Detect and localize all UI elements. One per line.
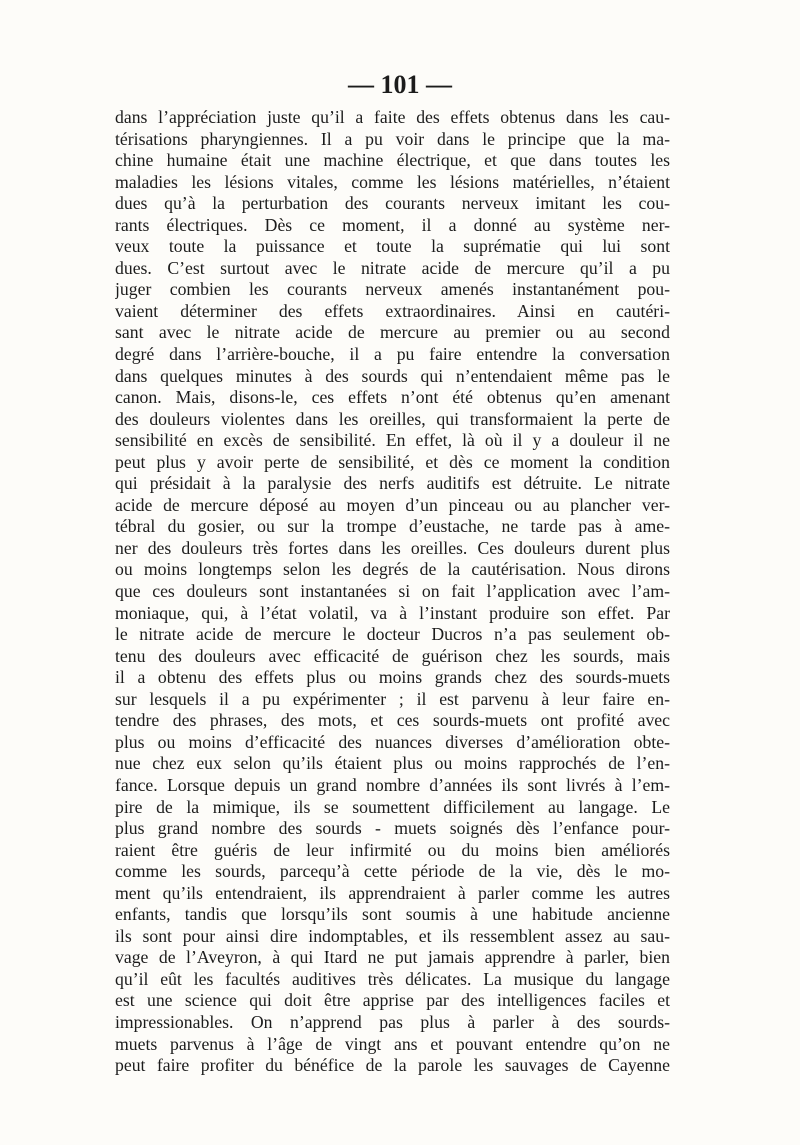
page-number: — 101 — <box>348 70 452 99</box>
text-line: comme les sourds, parcequ’à cette période de la vie, dès le mo- <box>115 861 670 882</box>
text-line: tendre des phrases, des mots, et ces sourds-muets ont profité avec <box>115 710 670 731</box>
text-line: dues. C’est surtout avec le nitrate acide de mercure qu’il a pu <box>115 257 670 278</box>
text-line: térisations pharyngiennes. Il a pu voir dans le principe que la ma- <box>115 128 670 149</box>
text-line: sant avec le nitrate acide de mercure au premier ou au second <box>115 322 670 343</box>
text-line: qui présidait à la paralysie des nerfs auditifs est détruite. Le nitrate <box>115 473 670 494</box>
text-line: ment qu’ils entendraient, ils apprendraient à parler comme les autres <box>115 882 670 903</box>
text-line: tébral du gosier, ou sur la trompe d’eustache, ne tarde pas à ame- <box>115 516 670 537</box>
text-line: impressionables. On n’apprend pas plus à parler à des sourds- <box>115 1011 670 1032</box>
text-line: dans quelques minutes à des sourds qui n’entendaient même pas le <box>115 365 670 386</box>
text-line: chine humaine était une machine électrique, et que dans toutes les <box>115 150 670 171</box>
text-line: dues qu’à la perturbation des courants nerveux imitant les cou- <box>115 193 670 214</box>
text-line: vaient déterminer des effets extraordinaires. Ainsi en cautéri- <box>115 300 670 321</box>
text-line: il a obtenu des effets plus ou moins grands chez des sourds-muets <box>115 667 670 688</box>
text-line: fance. Lorsque depuis un grand nombre d’années ils sont livrés à l’em- <box>115 774 670 795</box>
text-line: plus grand nombre des sourds - muets soignés dès l’enfance pour- <box>115 818 670 839</box>
text-line: raient être guéris de leur infirmité ou du moins bien améliorés <box>115 839 670 860</box>
text-line: pire de la mimique, ils se soumettent difficilement au langage. Le <box>115 796 670 817</box>
text-line: tenu des douleurs avec efficacité de guérison chez les sourds, mais <box>115 645 670 666</box>
text-line: juger combien les courants nerveux amenés instantanément pou- <box>115 279 670 300</box>
text-line: ou moins longtemps selon les degrés de la cautérisation. Nous dirons <box>115 559 670 580</box>
text-line: sensibilité en excès de sensibilité. En effet, là où il y a douleur il ne <box>115 430 670 451</box>
text-line: qu’il eût les facultés auditives très délicates. La musique du langage <box>115 968 670 989</box>
text-line: le nitrate acide de mercure le docteur Ducros n’a pas seulement ob- <box>115 624 670 645</box>
text-line: nue chez eux selon qu’ils étaient plus ou moins rapprochés de l’en- <box>115 753 670 774</box>
text-line: ils sont pour ainsi dire indomptables, et ils ressemblent assez au sau- <box>115 925 670 946</box>
text-line: dans l’appréciation juste qu’il a faite des effets obtenus dans les cau- <box>115 107 670 127</box>
body-text <box>115 107 670 1077</box>
text-line: degré dans l’arrière-bouche, il a pu faire entendre la conversation <box>115 344 670 365</box>
text-line: moniaque, qui, à l’état volatil, va à l’instant produire son effet. Par <box>115 602 670 623</box>
text-line: sur lesquels il a pu expérimenter ; il est parvenu à leur faire en- <box>115 688 670 709</box>
text-line: acide de mercure déposé au moyen d’un pinceau ou au plancher ver- <box>115 494 670 515</box>
text-line: enfants, tandis que lorsqu’ils sont soumis à une habitude ancienne <box>115 904 670 925</box>
text-line: que ces douleurs sont instantanées si on fait l’application avec l’am- <box>115 581 670 602</box>
text-line: canon. Mais, disons-le, ces effets n’ont été obtenus qu’en amenant <box>115 387 670 408</box>
text-line: muets parvenus à l’âge de vingt ans et pouvant entendre qu’on ne <box>115 1033 670 1054</box>
text-line: ner des douleurs très fortes dans les oreilles. Ces douleurs durent plus <box>115 537 670 558</box>
text-line: plus ou moins d’efficacité des nuances diverses d’amélioration obte- <box>115 731 670 752</box>
text-line: peut plus y avoir perte de sensibilité, et dès ce moment la condition <box>115 451 670 472</box>
text-line: peut faire profiter du bénéfice de la parole les sauvages de Cayenne <box>115 1055 670 1076</box>
text-line: maladies les lésions vitales, comme les lésions matérielles, n’étaient <box>115 171 670 192</box>
text-line: rants électriques. Dès ce moment, il a donné au système ner- <box>115 214 670 235</box>
text-line: vage de l’Aveyron, à qui Itard ne put jamais apprendre à parler, bien <box>115 947 670 968</box>
text-line: est une science qui doit être apprise par des intelligences faciles et <box>115 990 670 1011</box>
text-line: des douleurs violentes dans les oreilles, qui transformaient la perte de <box>115 408 670 429</box>
text-line: veux toute la puissance et toute la suprématie qui lui sont <box>115 236 670 257</box>
